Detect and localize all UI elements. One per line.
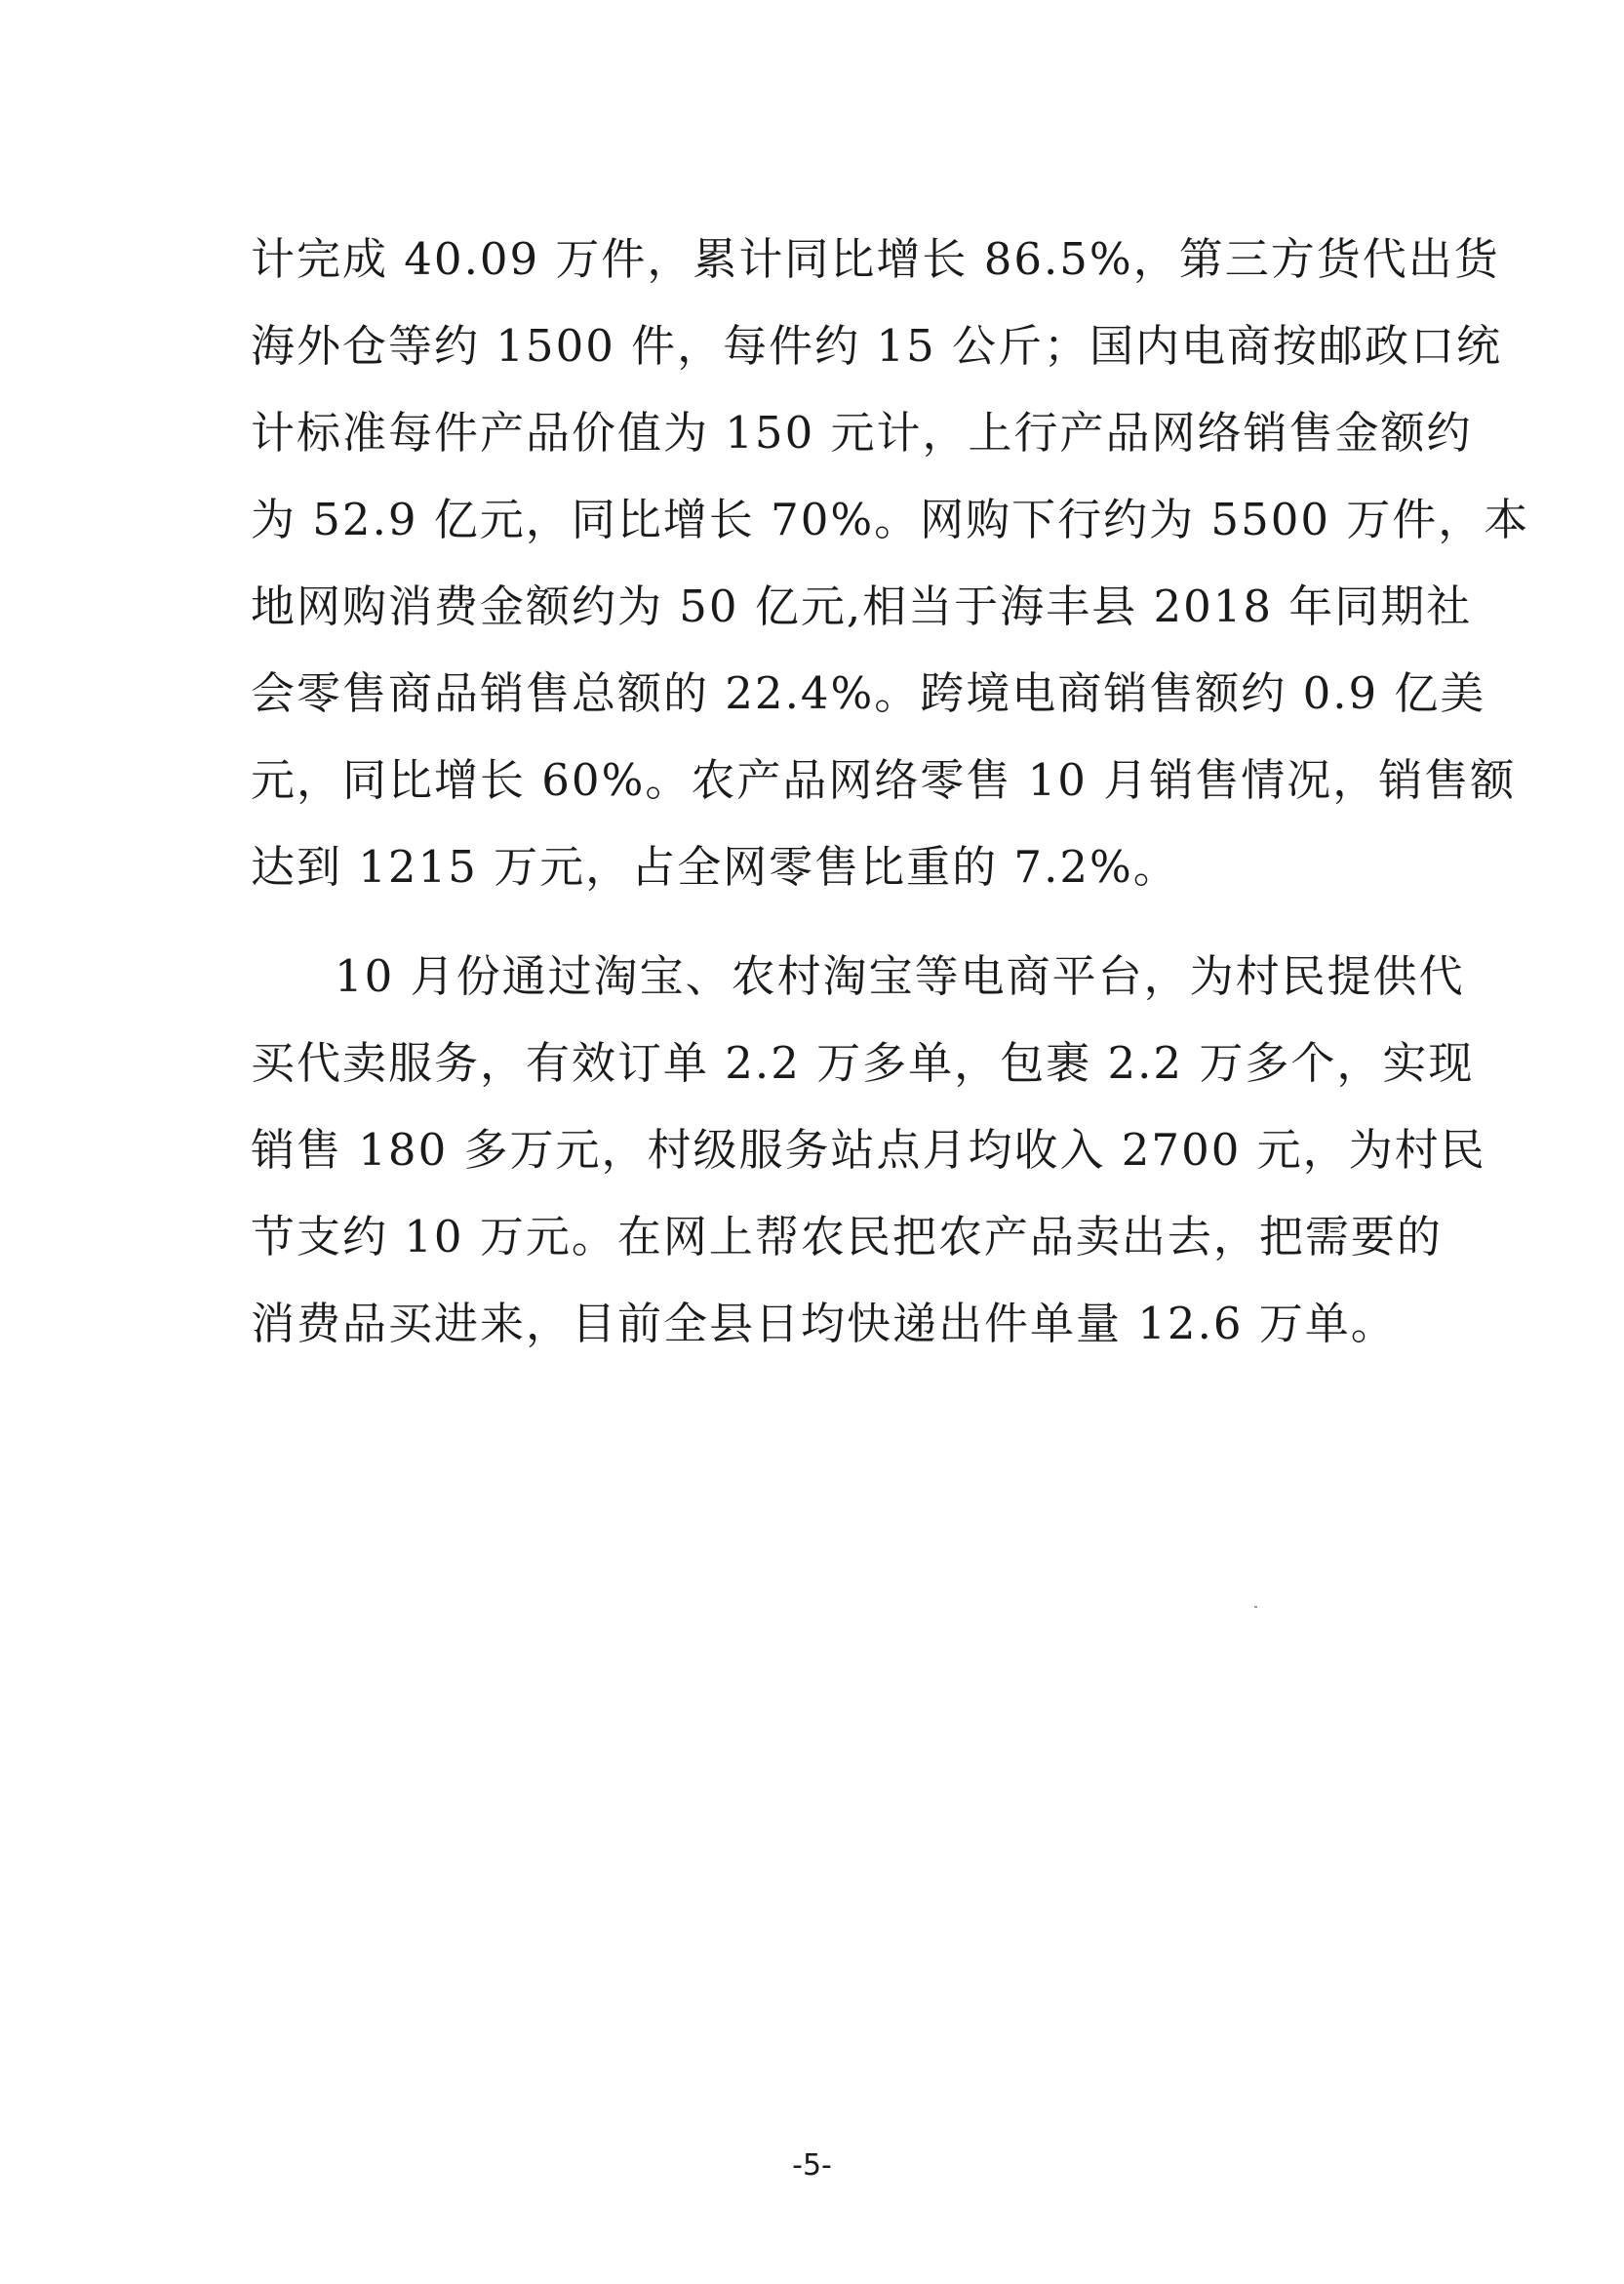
paragraph-2-line-4: 节支约 10 万元。在网上帮农民把农产品卖出去，把需要的	[251, 1211, 1443, 1262]
paragraph-2-line-1: 10 月份通过淘宝、农村淘宝等电商平台，为村民提供代	[335, 950, 1465, 1002]
paragraph-1-line-2: 海外仓等约 1500 件，每件约 15 公斤；国内电商按邮政口统	[251, 320, 1503, 372]
scan-speck	[1254, 1606, 1257, 1608]
paragraph-1-line-8: 达到 1215 万元，占全网零售比重的 7.2%。	[251, 841, 1179, 893]
paragraph-2-line-2: 买代卖服务，有效订单 2.2 万多单，包裹 2.2 万多个，实现	[251, 1037, 1475, 1089]
paragraph-1-line-4: 为 52.9 亿元，同比增长 70%。网购下行约为 5500 万件，本	[251, 494, 1530, 545]
paragraph-1-line-6: 会零售商品销售总额的 22.4%。跨境电商销售额约 0.9 亿美	[251, 667, 1486, 719]
paragraph-1-line-7: 元，同比增长 60%。农产品网络零售 10 月销售情况，销售额	[251, 754, 1517, 806]
paragraph-2-line-3: 销售 180 多万元，村级服务站点月均收入 2700 元，为村民	[251, 1124, 1486, 1176]
page-number: -5-	[792, 2148, 832, 2183]
paragraph-1-line-5: 地网购消费金额约为 50 亿元,相当于海丰县 2018 年同期社	[251, 581, 1473, 632]
paragraph-1-line-3: 计标准每件产品价值为 150 元计，上行产品网络销售金额约	[251, 407, 1473, 459]
paragraph-2-line-5: 消费品买进来，目前全县日均快递出件单量 12.6 万单。	[251, 1298, 1397, 1349]
paragraph-1-line-1: 计完成 40.09 万件，累计同比增长 86.5%，第三方货代出货	[251, 233, 1500, 285]
